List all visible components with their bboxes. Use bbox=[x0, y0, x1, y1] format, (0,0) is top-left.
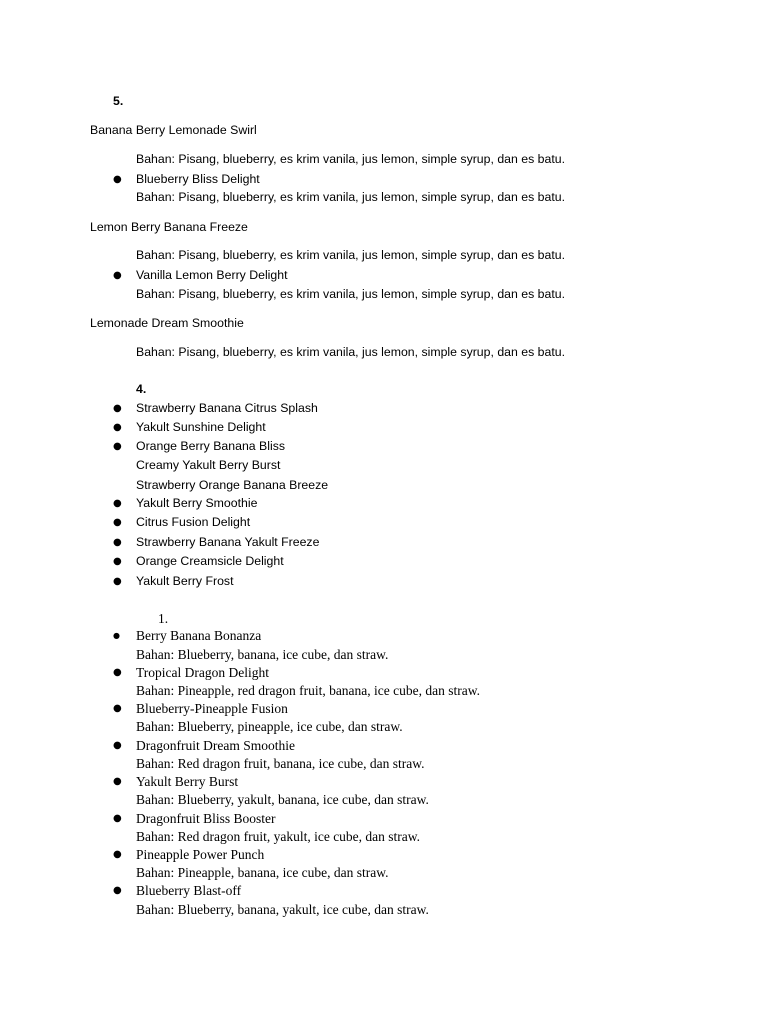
list-item: Yakult Berry Frost bbox=[136, 574, 234, 588]
bullet-icon: ● bbox=[113, 441, 122, 452]
bullet-icon: ● bbox=[113, 703, 122, 714]
bullet-icon: ● bbox=[113, 885, 122, 896]
bullet-icon: ● bbox=[113, 537, 122, 548]
recipe-ingredients: Bahan: Pisang, blueberry, es krim vanila, jus lemon, simple syrup, dan es batu. bbox=[136, 152, 566, 166]
recipe-ingredients: Bahan: Blueberry, banana, ice cube, dan straw. bbox=[136, 647, 389, 662]
recipe-title: Dragonfruit Dream Smoothie bbox=[136, 738, 295, 753]
bullet-icon: ● bbox=[113, 403, 122, 414]
bullet-icon: ● bbox=[113, 849, 122, 860]
recipe-title: Tropical Dragon Delight bbox=[136, 665, 269, 680]
recipe-ingredients: Bahan: Pisang, blueberry, es krim vanila, jus lemon, simple syrup, dan es batu. bbox=[136, 287, 566, 301]
bullet-icon: ● bbox=[113, 576, 122, 587]
bullet-icon: ● bbox=[113, 813, 122, 824]
section-4-heading: 4. bbox=[136, 382, 147, 396]
list-item: Orange Berry Banana Bliss bbox=[136, 439, 286, 453]
bullet-icon: ● bbox=[113, 498, 122, 509]
bullet-icon: ● bbox=[113, 422, 122, 433]
recipe-ingredients: Bahan: Blueberry, banana, yakult, ice cube, dan straw. bbox=[136, 902, 429, 917]
recipe-title: Dragonfruit Bliss Booster bbox=[136, 811, 276, 826]
bullet-icon: ● bbox=[113, 517, 122, 528]
recipe-ingredients: Bahan: Pisang, blueberry, es krim vanila, jus lemon, simple syrup, dan es batu. bbox=[136, 248, 566, 262]
list-item: Strawberry Orange Banana Breeze bbox=[136, 478, 329, 492]
section-1-heading: 1. bbox=[158, 611, 169, 626]
bullet-icon: ● bbox=[113, 667, 122, 678]
recipe-ingredients: Bahan: Blueberry, pineapple, ice cube, dan straw. bbox=[136, 719, 403, 734]
list-item: Strawberry Banana Yakult Freeze bbox=[136, 535, 320, 549]
recipe-ingredients: Bahan: Blueberry, yakult, banana, ice cube, dan straw. bbox=[136, 792, 429, 807]
recipe-ingredients: Bahan: Red dragon fruit, yakult, ice cube, dan straw. bbox=[136, 829, 421, 844]
bullet-icon: ● bbox=[113, 631, 120, 640]
recipe-ingredients: Bahan: Red dragon fruit, banana, ice cube, dan straw. bbox=[136, 756, 425, 771]
bullet-icon: ● bbox=[113, 174, 122, 185]
recipe-ingredients: Bahan: Pisang, blueberry, es krim vanila, jus lemon, simple syrup, dan es batu. bbox=[136, 190, 566, 204]
recipe-ingredients: Bahan: Pineapple, banana, ice cube, dan straw. bbox=[136, 865, 389, 880]
recipe-title: Blueberry-Pineapple Fusion bbox=[136, 701, 288, 716]
recipe-title: Banana Berry Lemonade Swirl bbox=[90, 123, 257, 137]
recipe-title: Berry Banana Bonanza bbox=[136, 628, 262, 643]
recipe-title: Lemon Berry Banana Freeze bbox=[90, 220, 248, 234]
list-item: Orange Creamsicle Delight bbox=[136, 554, 284, 568]
recipe-ingredients: Bahan: Pineapple, red dragon fruit, banana, ice cube, dan straw. bbox=[136, 683, 480, 698]
recipe-title: Blueberry Blast-off bbox=[136, 883, 242, 898]
list-item: Yakult Sunshine Delight bbox=[136, 420, 266, 434]
bullet-icon: ● bbox=[113, 740, 122, 751]
bullet-icon: ● bbox=[113, 556, 122, 567]
list-item: Yakult Berry Smoothie bbox=[136, 496, 258, 510]
list-item: Creamy Yakult Berry Burst bbox=[136, 458, 281, 472]
list-item: Strawberry Banana Citrus Splash bbox=[136, 401, 318, 415]
recipe-title: Pineapple Power Punch bbox=[136, 847, 265, 862]
recipe-title: Blueberry Bliss Delight bbox=[136, 172, 260, 186]
recipe-title: Yakult Berry Burst bbox=[136, 774, 239, 789]
list-item: Citrus Fusion Delight bbox=[136, 515, 251, 529]
bullet-icon: ● bbox=[113, 776, 122, 787]
recipe-title: Lemonade Dream Smoothie bbox=[90, 316, 244, 330]
recipe-title: Vanilla Lemon Berry Delight bbox=[136, 268, 288, 282]
section-5-heading: 5. bbox=[113, 94, 124, 108]
bullet-icon: ● bbox=[113, 270, 122, 281]
recipe-ingredients: Bahan: Pisang, blueberry, es krim vanila, jus lemon, simple syrup, dan es batu. bbox=[136, 345, 566, 359]
